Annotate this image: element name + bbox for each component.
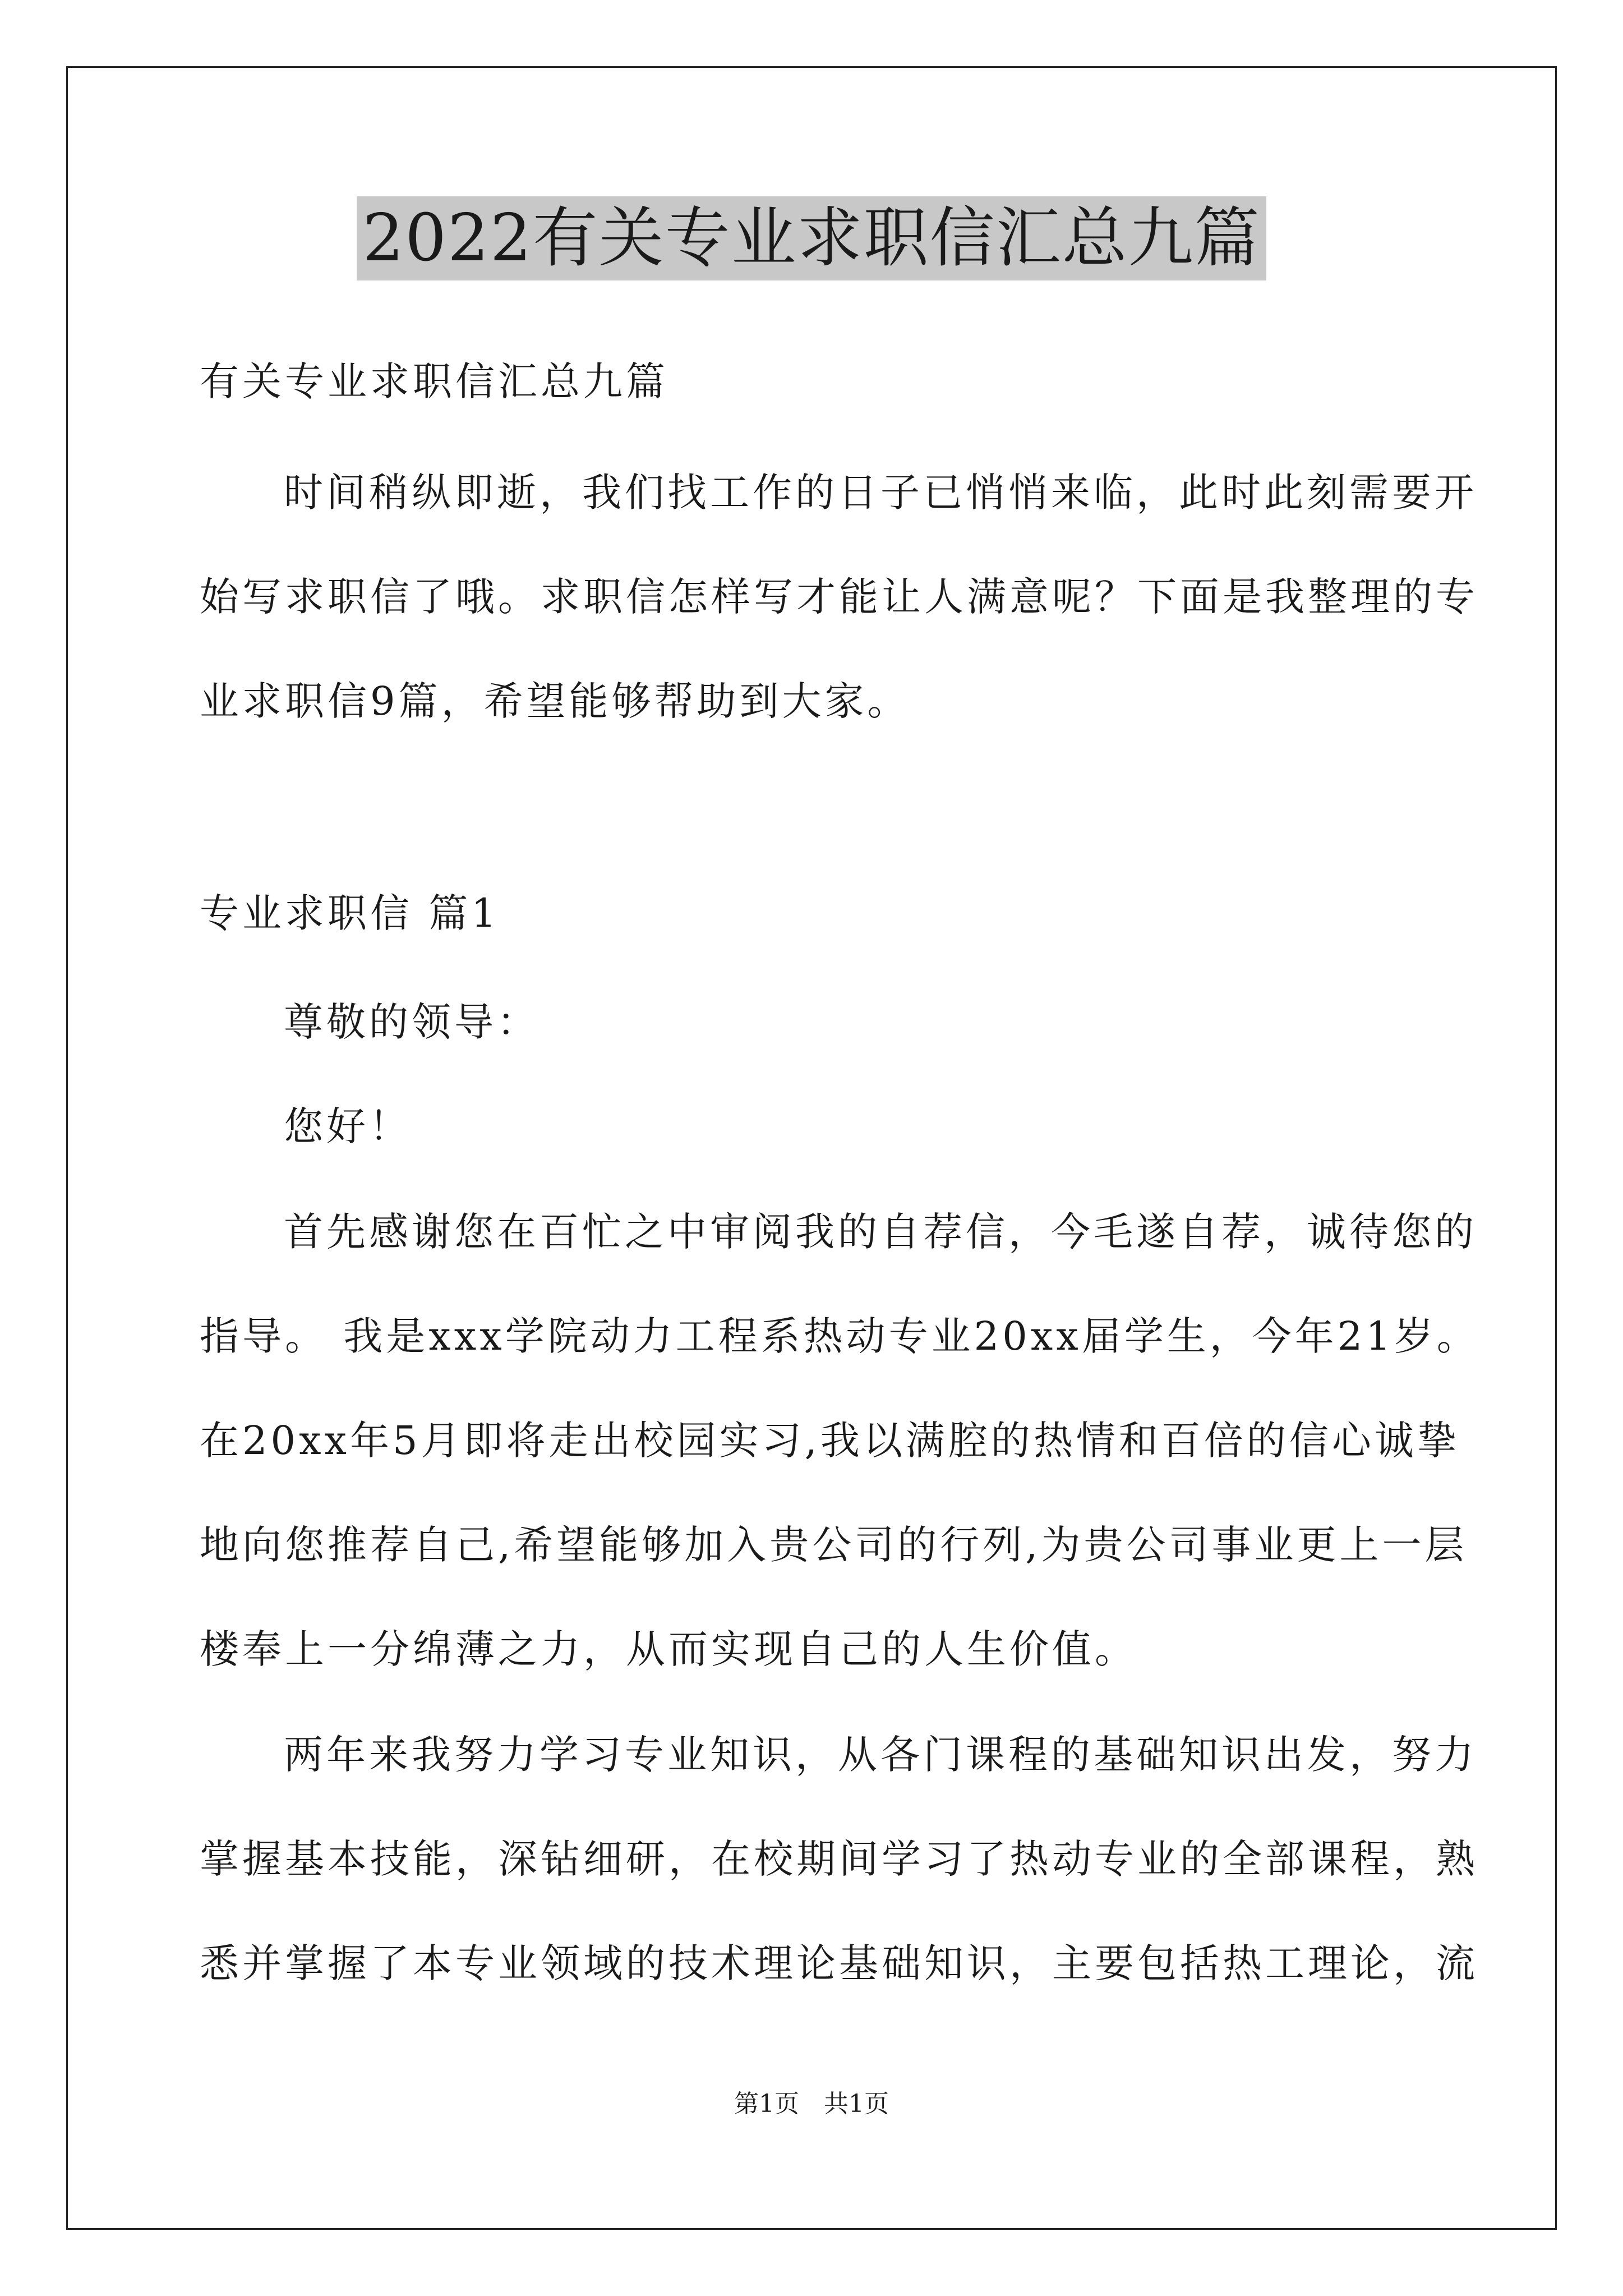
document-title: 2022有关专业求职信汇总九篇 xyxy=(357,196,1266,280)
paragraph-line: 悉并掌握了本专业领域的技术理论基础知识，主要包括热工理论，流 xyxy=(200,1940,1478,1986)
paragraph-line: 两年来我努力学习专业知识，从各门课程的基础知识出发，努力 xyxy=(284,1732,1477,1778)
intro-line: 时间稍纵即逝，我们找工作的日子已悄悄来临，此时此刻需要开 xyxy=(284,470,1477,516)
paragraph-line: 地向您推荐自己,希望能够加入贵公司的行列,为贵公司事业更上一层 xyxy=(200,1522,1468,1568)
intro-line: 始写求职信了哦。求职信怎样写才能让人满意呢？下面是我整理的专 xyxy=(200,574,1478,620)
paragraph-line: 楼奉上一分绵薄之力，从而实现自己的人生价值。 xyxy=(200,1626,1137,1672)
paragraph-line: 在20xx年5月即将走出校园实习,我以满腔的热情和百倍的信心诚挚 xyxy=(200,1418,1460,1464)
salutation: 尊敬的领导： xyxy=(284,999,540,1045)
paragraph-line: 指导。 我是xxx学院动力工程系热动专业20xx届学生，今年21岁。 xyxy=(200,1313,1479,1359)
section-heading: 专业求职信 篇1 xyxy=(200,890,500,936)
title-container xyxy=(0,196,1623,280)
document-subtitle: 有关专业求职信汇总九篇 xyxy=(200,358,668,404)
paragraph-line: 掌握基本技能，深钻细研，在校期间学习了热动专业的全部课程，熟 xyxy=(200,1836,1478,1882)
page-footer: 第1页 共1页 xyxy=(734,2090,889,2118)
intro-line: 业求职信9篇，希望能够帮助到大家。 xyxy=(200,678,910,724)
paragraph-line: 首先感谢您在百忙之中审阅我的自荐信，今毛遂自荐，诚待您的 xyxy=(284,1209,1477,1255)
greeting: 您好！ xyxy=(284,1103,412,1149)
